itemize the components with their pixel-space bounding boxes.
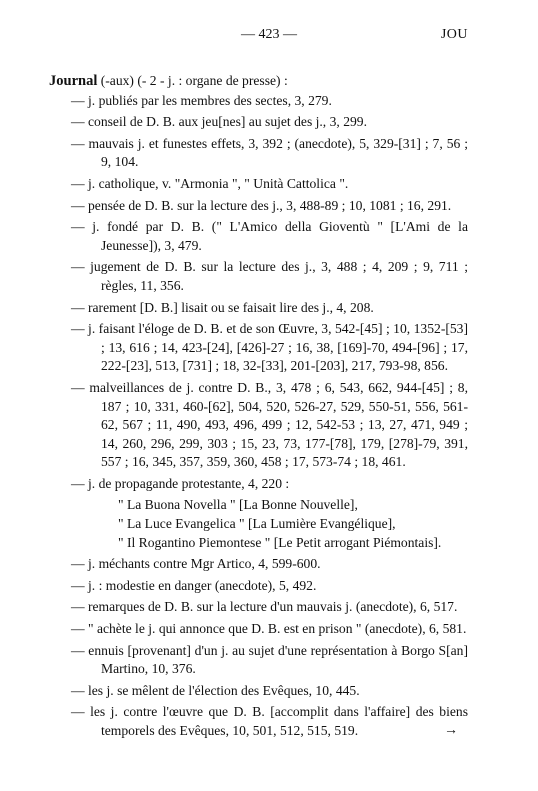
index-subentry: — ennuis [provenant] d'un j. au sujet d'une représentation à Borgo S[an] Martino, 10, 376.	[71, 642, 468, 677]
index-subentry: — mauvais j. et funestes effets, 3, 392 ; (anecdote), 5, 329-[31] ; 7, 56 ; 9, 104.	[71, 135, 468, 170]
headword: Journal	[49, 73, 98, 89]
index-subentry: — conseil de D. B. aux jeu[nes] au sujet des j., 3, 299.	[71, 114, 367, 130]
continuation-arrow-icon: →	[444, 723, 458, 738]
index-subentry: — les j. contre l'œuvre que D. B. [accomplit dans l'affaire] des biens temporels des Evêques, 10, 501, 512, 515, 519.	[71, 704, 468, 738]
index-subentry: — jugement de D. B. sur la lecture des j., 3, 488 ; 4, 209 ; 9, 711 ; règles, 11, 356.	[71, 259, 468, 293]
index-subentry: — j. faisant l'éloge de D. B. et de son Œuvre, 3, 542-[45] ; 10, 1352-[53] ; 13, 616 ; 14, 423-[24], [426]-27 ; 16, 38, [169]-70, 494-[96] ; 17, 222-[23], 513, [731] ; 18, 32-[33], 201-[203], 217, 793-98, 856.	[71, 321, 468, 374]
headword-definition: (- 2 - j. : organe de presse) :	[137, 73, 288, 88]
page-number: — 423 —	[241, 27, 297, 42]
headword-qualifier: (-aux)	[97, 73, 138, 88]
index-subentry: — j. fondé par D. B. (" L'Amico della Gioventù " [L'Ami de la Jeunesse]), 3, 479.	[71, 219, 468, 253]
index-subentry: — j. publiés par les membres des sectes, 3, 279.	[71, 92, 332, 108]
page-header	[0, 26, 538, 46]
headword-line	[49, 72, 468, 91]
index-subentry: — j. catholique, v. "Armonia ", " Unità Cattolica ".	[71, 175, 349, 191]
index-subentry: — pensée de D. B. sur la lecture des j., 3, 488-89 ; 10, 1081 ; 16, 291.	[71, 197, 452, 213]
index-subentry: — j. méchants contre Mgr Artico, 4, 599-600.	[71, 556, 321, 572]
index-subentry: — j. : modestie en danger (anecdote), 5, 492.	[71, 577, 317, 593]
index-subentry: — les j. se mêlent de l'élection des Evêques, 10, 445.	[71, 682, 360, 698]
journal-title-line: " Il Rogantino Piemontese " [Le Petit arrogant Piémontais].	[118, 534, 442, 550]
journal-title-line: " La Luce Evangelica " [La Lumière Evangélique],	[118, 516, 396, 532]
index-subentry: — " achète le j. qui annonce que D. B. est en prison " (anecdote), 6, 581.	[71, 621, 467, 637]
running-head: JOU	[440, 27, 468, 42]
index-subentry: — remarques de D. B. sur la lecture d'un mauvais j. (anecdote), 6, 517.	[71, 599, 458, 615]
index-entry-journal	[49, 72, 468, 744]
journal-title-line: " La Buona Novella " [La Bonne Nouvelle],	[118, 497, 358, 513]
index-subentry: — rarement [D. B.] lisait ou se faisait lire des j., 4, 208.	[71, 299, 374, 315]
index-subentry: — malveillances de j. contre D. B., 3, 478 ; 6, 543, 662, 944-[45] ; 8, 187 ; 10, 331, 460-[62], 504, 520, 526-27, 529, 550-51, 556, 561-62, 567 ; 11, 490, 493, 496, 499 ; 12, 542-53 ; 13, 27, 471, 949 ; 14, 260, 296, 299, 303 ; 15, 23, 73, 177-[78], 179, [278]-79, 391, 557 ; 16, 345, 357, 359, 360, 458 ; 17, 573-74 ; 18, 461.	[71, 379, 468, 470]
index-subentry: — j. de propagande protestante, 4, 220 :	[71, 475, 290, 491]
